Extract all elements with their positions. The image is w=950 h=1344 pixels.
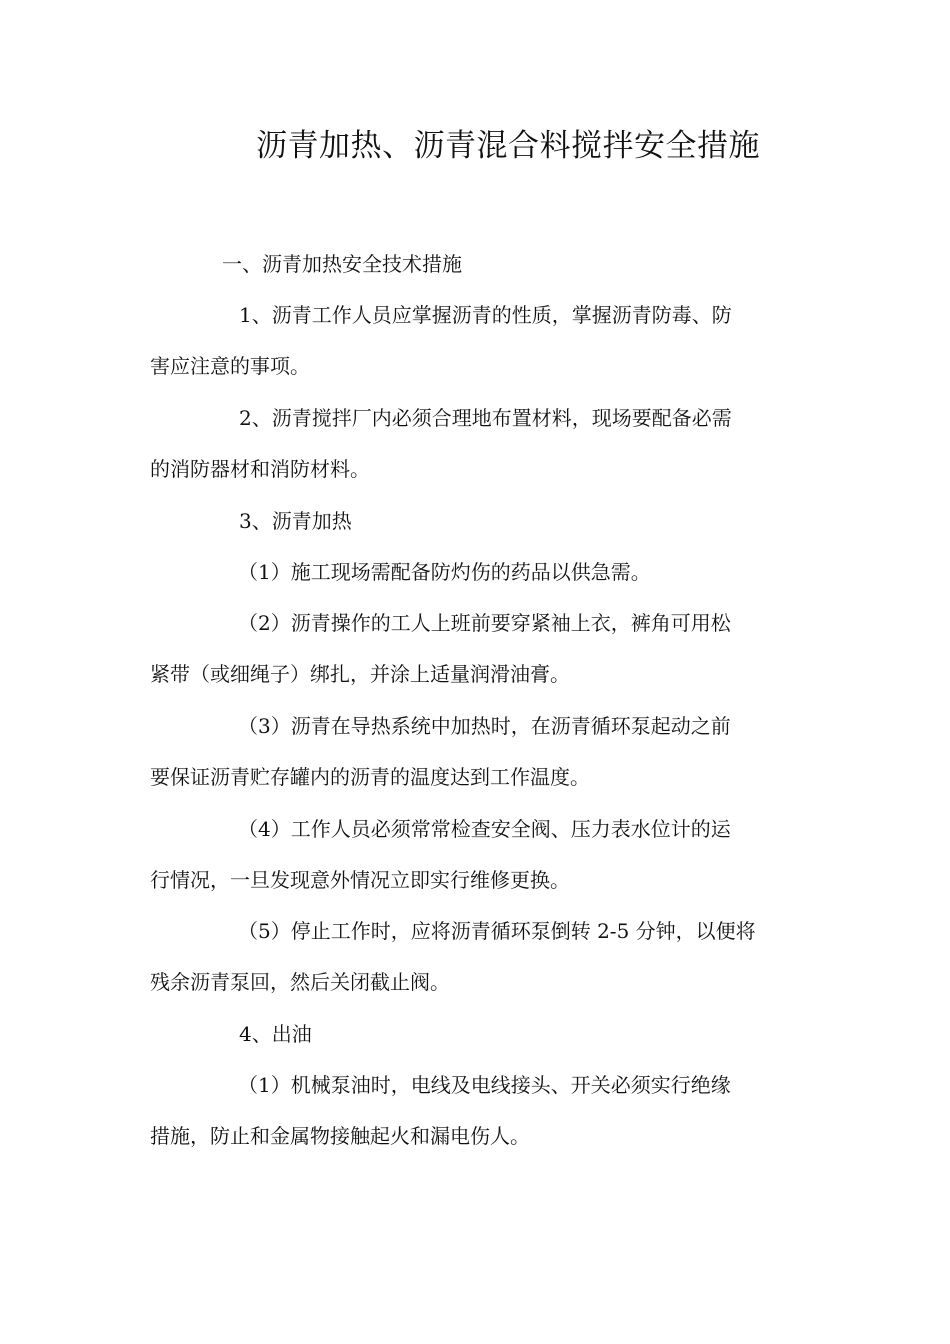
document-title: 沥青加热、沥青混合料搅拌安全措施 bbox=[256, 128, 760, 164]
item3-sub1-line1: （1）施工现场需配备防灼伤的药品以供急需。 bbox=[238, 560, 651, 584]
item1-line2: 害应注意的事项。 bbox=[150, 354, 310, 378]
item1-line1: 1、沥青工作人员应掌握沥青的性质，掌握沥青防毒、防 bbox=[239, 303, 732, 327]
item3-sub3-line1: （3）沥青在导热系统中加热时，在沥青循环泵起动之前 bbox=[238, 714, 731, 738]
item3-sub4-line2: 行情况，一旦发现意外情况立即实行维修更换。 bbox=[150, 868, 570, 892]
item4-sub1-line1: （1）机械泵油时，电线及电线接头、开关必须实行绝缘 bbox=[238, 1073, 731, 1097]
item4-heading: 4、出油 bbox=[239, 1022, 312, 1046]
item2-line1: 2、沥青搅拌厂内必须合理地布置材料，现场要配备必需 bbox=[239, 406, 732, 430]
item3-heading: 3、沥青加热 bbox=[239, 509, 352, 533]
item3-sub5-line2: 残余沥青泵回，然后关闭截止阀。 bbox=[150, 970, 450, 994]
item4-sub1-line2: 措施，防止和金属物接触起火和漏电伤人。 bbox=[150, 1124, 530, 1148]
item2-line2: 的消防器材和消防材料。 bbox=[150, 457, 370, 481]
item3-sub3-line2: 要保证沥青贮存罐内的沥青的温度达到工作温度。 bbox=[150, 765, 590, 789]
item3-sub4-line1: （4）工作人员必须常常检查安全阀、压力表水位计的运 bbox=[238, 817, 731, 841]
item3-sub2-line1: （2）沥青操作的工人上班前要穿紧袖上衣，裤角可用松 bbox=[238, 611, 731, 635]
item3-sub5-line1: （5）停止工作时，应将沥青循环泵倒转 2-5 分钟，以便将 bbox=[238, 919, 756, 943]
section-heading: 一、沥青加热安全技术措施 bbox=[222, 252, 462, 276]
item3-sub2-line2: 紧带（或细绳子）绑扎，并涂上适量润滑油膏。 bbox=[150, 662, 570, 686]
